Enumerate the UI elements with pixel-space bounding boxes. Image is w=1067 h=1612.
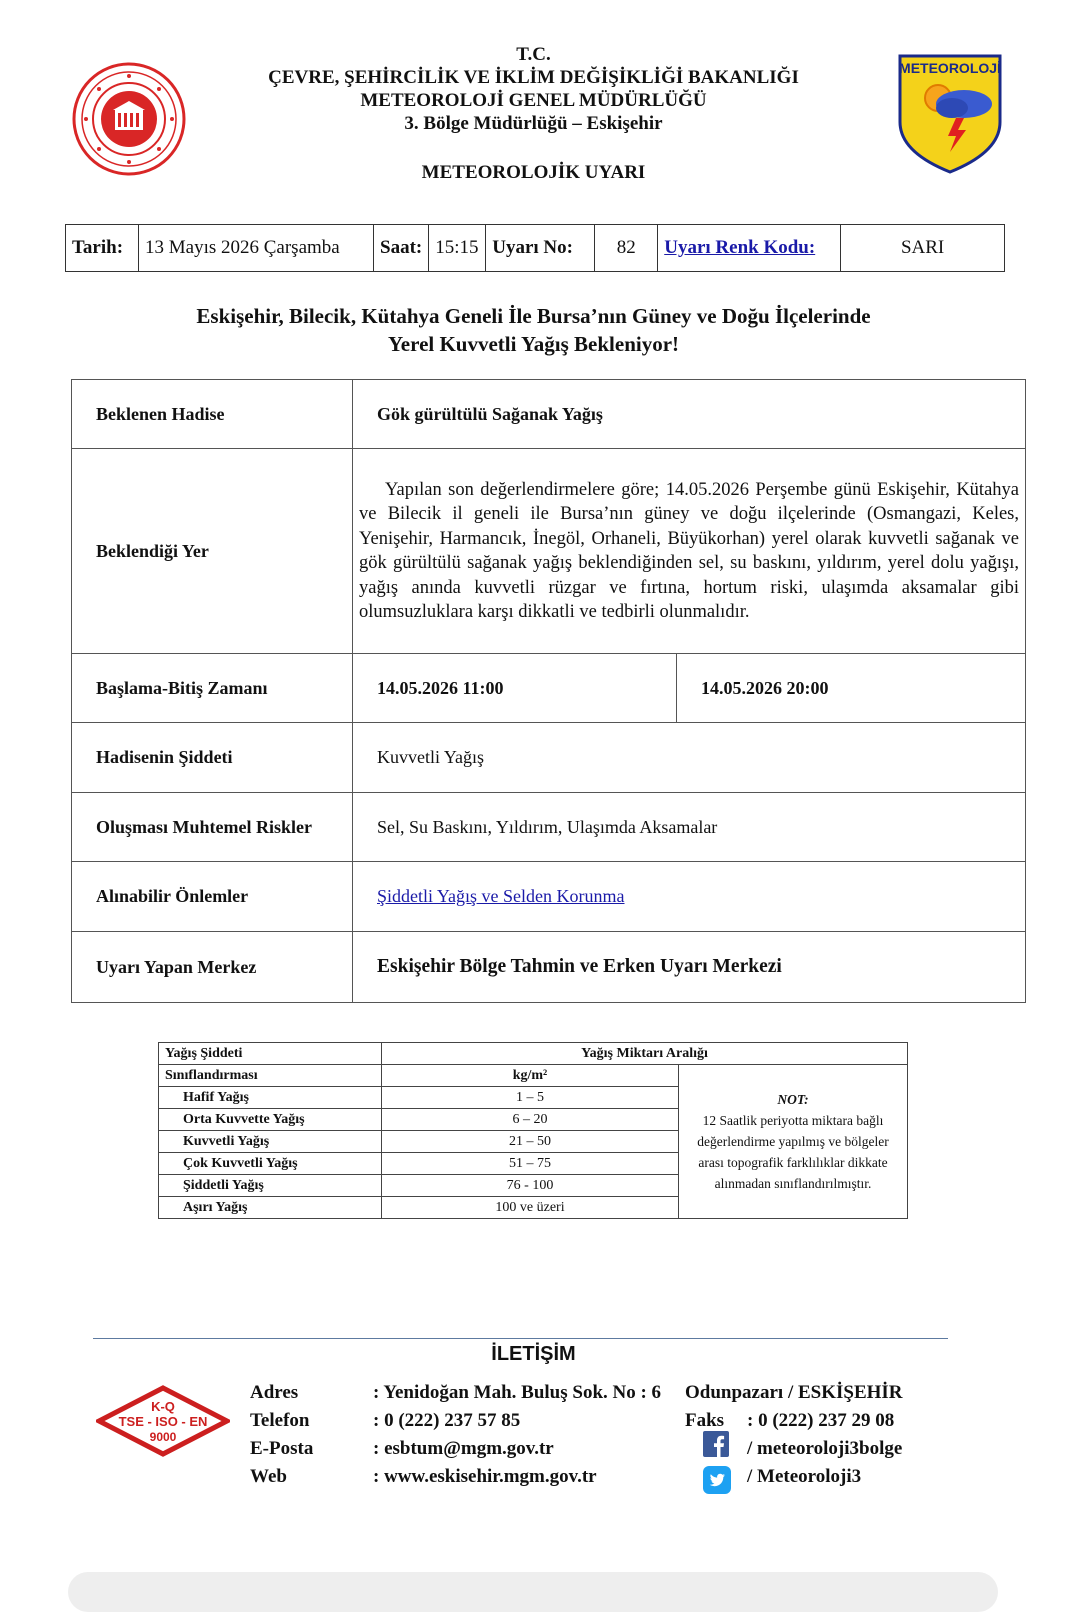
end-time: 14.05.2026 20:00 (677, 654, 1026, 723)
header-directorate: METEOROLOJİ GENEL MÜDÜRLÜĞÜ (360, 90, 707, 111)
rain-classification-table (158, 1042, 908, 1219)
facebook-handle[interactable]: / meteoroloji3bolge (747, 1438, 903, 1459)
bottom-bar (68, 1572, 998, 1612)
color-code-link[interactable]: Uyarı Renk Kodu: (664, 237, 816, 258)
severity-label: Hadisenin Şiddeti (72, 723, 353, 793)
header-ministry: ÇEVRE, ŞEHİRCİLİK VE İKLİM DEĞİŞİKLİĞİ BAKANLIĞI (268, 67, 799, 88)
class-name: Kuvvetli Yağış (159, 1131, 382, 1153)
class-range: 6 – 20 (382, 1109, 679, 1131)
address-city: Odunpazarı / ESKİŞEHİR (685, 1382, 903, 1403)
web-value[interactable]: : www.eskisehir.mgm.gov.tr (373, 1466, 597, 1487)
class-range: 51 – 75 (382, 1153, 679, 1175)
phone-value: : 0 (222) 237 57 85 (373, 1410, 521, 1431)
warning-no-label: Uyarı No: (486, 225, 595, 272)
fax-value: : 0 (222) 237 29 08 (747, 1410, 895, 1431)
class-name: Orta Kuvvette Yağış (159, 1109, 382, 1131)
warning-no-value: 82 (595, 225, 658, 272)
date-value: 13 Mayıs 2026 Çarşamba (139, 225, 374, 272)
cert-kq: K-Q (151, 1399, 175, 1414)
note-title: NOT: (777, 1092, 809, 1107)
start-time: 14.05.2026 11:00 (353, 654, 677, 723)
cert-9000: 9000 (149, 1430, 177, 1444)
class-range: 76 - 100 (382, 1175, 679, 1197)
class-header-range: Yağış Miktarı Aralığı (382, 1043, 908, 1065)
tse-iso-certificate-icon (96, 1385, 230, 1457)
class-range: 1 – 5 (382, 1087, 679, 1109)
center-label: Uyarı Yapan Merkez (72, 932, 353, 1003)
precautions-label: Alınabilir Önlemler (72, 862, 353, 932)
cert-tse: TSE - ISO - EN (118, 1414, 208, 1429)
contact-title: İLETİŞİM (491, 1343, 576, 1365)
event-label: Beklenen Hadise (72, 380, 353, 449)
location-value (353, 449, 1026, 654)
web-label: Web (250, 1466, 287, 1487)
time-value: 15:15 (429, 225, 486, 272)
location-label: Beklendiği Yer (72, 449, 353, 654)
header-tc: T.C. (516, 44, 551, 65)
class-name: Hafif Yağış (159, 1087, 382, 1109)
class-range: 21 – 50 (382, 1131, 679, 1153)
class-name: Şiddetli Yağış (159, 1175, 382, 1197)
color-code-value: SARI (841, 225, 1005, 272)
fax-label: Faks (685, 1410, 725, 1431)
header-region: 3. Bölge Müdürlüğü – Eskişehir (404, 113, 663, 134)
note-text: 12 Saatlik periyotta miktara bağlı değerlendirme yapılmış ve bölgeler arası topografik farklılıklar dikkate alınmadan sınıflandırılmıştır. (697, 1113, 889, 1191)
facebook-icon[interactable] (703, 1431, 729, 1457)
document-title: METEOROLOJİK UYARI (421, 162, 646, 183)
warning-meta-table (65, 224, 1005, 272)
class-range: 100 ve üzeri (382, 1197, 679, 1219)
date-label: Tarih: (66, 225, 139, 272)
class-note (679, 1065, 908, 1219)
email-value[interactable]: : esbtum@mgm.gov.tr (373, 1438, 554, 1459)
phone-label: Telefon (250, 1410, 310, 1431)
class-name: Aşırı Yağış (159, 1197, 382, 1219)
severity-value: Kuvvetli Yağış (353, 723, 1026, 793)
headline-line-2: Yerel Kuvvetli Yağış Bekleniyor! (387, 332, 680, 356)
address-value: : Yenidoğan Mah. Buluş Sok. No : 6 (373, 1382, 662, 1403)
class-header-1: Yağış Şiddeti (159, 1043, 382, 1065)
headline-line-1: Eskişehir, Bilecik, Kütahya Geneli İle Bursa’nın Güney ve Doğu İlçelerinde (196, 304, 871, 328)
footer-divider (93, 1338, 948, 1339)
time-range-label: Başlama-Bitiş Zamanı (72, 654, 353, 723)
warning-details-table (71, 379, 1026, 1003)
warning-headline (0, 302, 1067, 358)
class-name: Çok Kuvvetli Yağış (159, 1153, 382, 1175)
center-value: Eskişehir Bölge Tahmin ve Erken Uyarı Merkezi (353, 932, 1026, 1003)
risks-label: Oluşması Muhtemel Riskler (72, 793, 353, 862)
logo-text: METEOROLOJİ (899, 60, 1001, 76)
email-label: E-Posta (250, 1438, 314, 1459)
time-label: Saat: (374, 225, 429, 272)
precautions-link[interactable]: Şiddetli Yağış ve Selden Korunma (377, 886, 625, 906)
address-label: Adres (250, 1382, 299, 1403)
risks-value: Sel, Su Baskını, Yıldırım, Ulaşımda Aksamalar (353, 793, 1026, 862)
class-unit: kg/m² (382, 1065, 679, 1087)
location-text: Yapılan son değerlendirmelere göre; 14.05.2026 Perşembe günü Eskişehir, Kütahya ve Bilecik il geneli ile Bursa’nın güney ve doğu ilçelerinde (Osmangazi, Keles, Yenişehir, Harmancık, İnegöl, Orhaneli, Büyükorhan) yerel olarak kuvvetli sağanak ve gök gürültülü sağanak yağış beklendiğinden sel, su baskını, yıldırım, yerel dolu yağışı, yağış anında kuvvetli rüzgar ve fırtına, hortum riski, ulaşımda aksamalar gibi olumsuzluklara karşı dikkatli ve tedbirli olunmalıdır. (359, 479, 1019, 622)
event-value: Gök gürültülü Sağanak Yağış (353, 380, 1026, 449)
class-header-2: Sınıflandırması (159, 1065, 382, 1087)
twitter-icon[interactable] (703, 1466, 731, 1494)
twitter-handle[interactable]: / Meteoroloji3 (747, 1466, 862, 1487)
